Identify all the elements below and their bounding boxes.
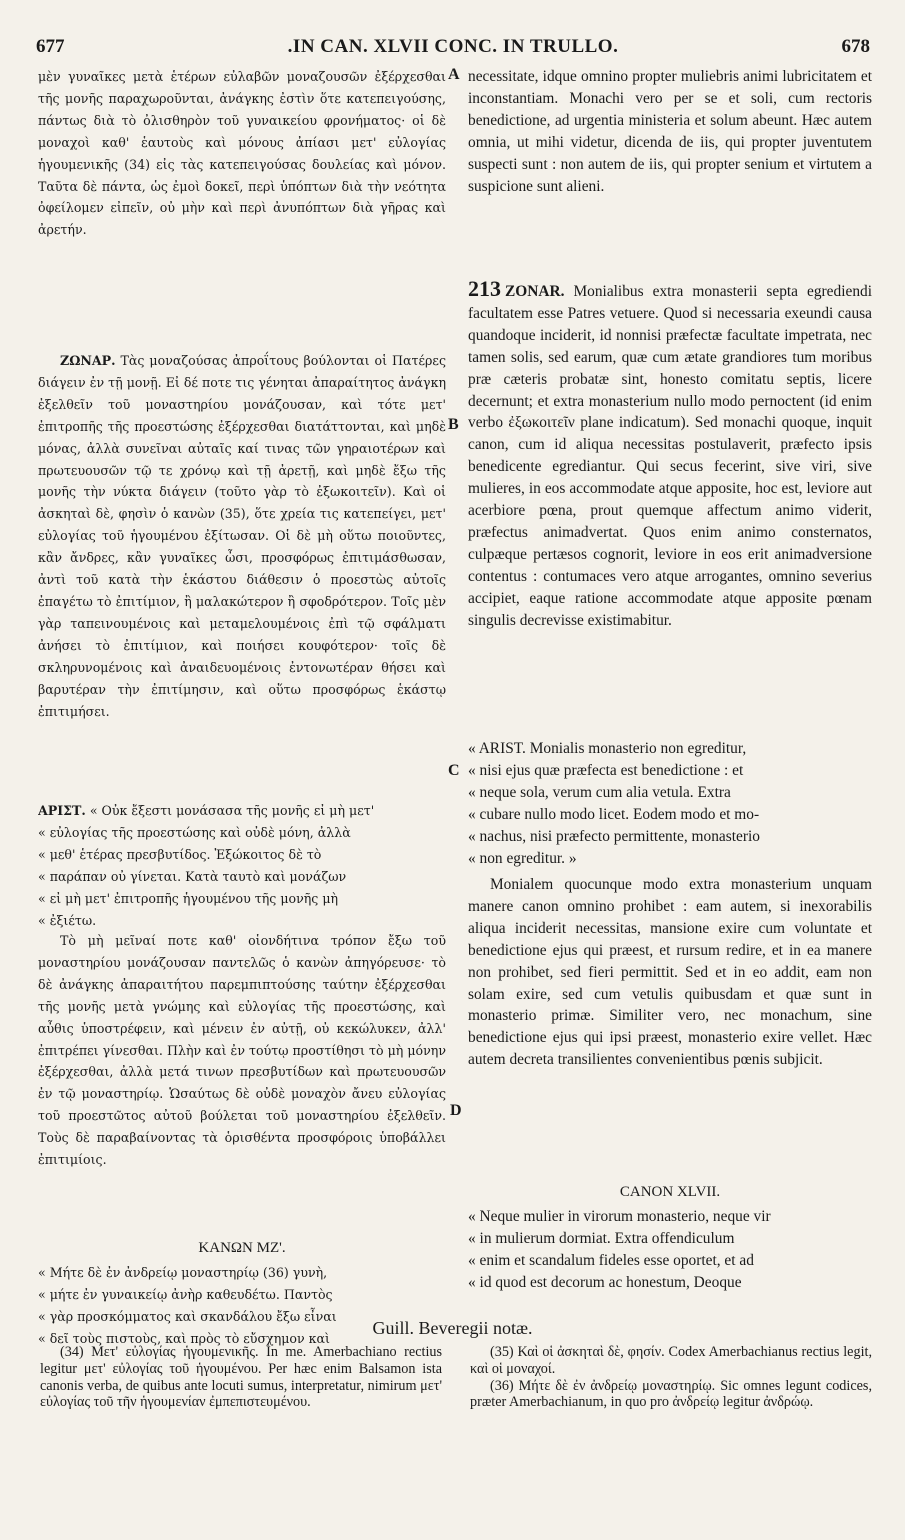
greek-aristenus-commentary bbox=[38, 800, 446, 930]
greek-arist-line-3: « μεθ' ἑτέρας πρεσβυτίδος. Ἐξώκοιτος δὲ τὸ bbox=[38, 846, 322, 862]
latin-arist-line-3: « neque sola, verum cum alia vetula. Extra bbox=[468, 783, 731, 801]
greek-paragraph-1: μὲν γυναῖκες μετὰ ἑτέρων εὐλαβῶν μοναζουσῶν ἐξέρχεσθαι τῆς μονῆς παραχωροῦνται, ἀνάγκης ἐστὶν ὅτε κατεπειγούσης, πάντως διὰ τὸ ὀλισθηρὸν τοῦ γυναικείου φρονήματος· οἱ δὲ μοναχοὶ καθ' ἑαυτοὺς καὶ μόνους ἀπίασι μετ' εὐλογίας ἡγουμενικῆς (34) εἰς τὰς κατεπειγούσας δουλείας καὶ μόνον. Ταῦτα δὲ πάντα, ὡς ἐμοὶ δοκεῖ, περὶ ὑπόπτων διὰ τὴν νεότητα ὀφείλομεν εἰπεῖν, οὐ μὴν καὶ περὶ ἀνυπόπτων διὰ γῆρας καὶ ἀρετήν. bbox=[38, 69, 446, 238]
greek-arist-line-5: « εἰ μὴ μετ' ἐπιτροπῆς ἡγουμένου τῆς μονῆς μὴ bbox=[38, 890, 339, 906]
latin-canon-title: CANON XLVII. bbox=[619, 1184, 721, 1200]
latin-arist-line-6: « non egreditur. » bbox=[468, 849, 577, 867]
latin-aristenus-commentary bbox=[468, 738, 872, 874]
greek-column bbox=[38, 66, 446, 1352]
greek-arist-line-1: « Οὐκ ἔξεστι μονάσασα τῆς μονῆς εἰ μὴ μετ' bbox=[89, 803, 375, 818]
latin-arist-line-1: « ARIST. Monialis monasterio non egreditur, bbox=[468, 740, 747, 757]
latin-canon-line-3: « enim et scandalum fideles esse oportet, et ad bbox=[468, 1251, 754, 1269]
margin-marker-d: D bbox=[450, 1102, 462, 1119]
latin-paragraph-1: necessitate, idque omnino propter muliebris animi lubricitatem et inconstantiam. Monachi vero per se et soli, cum rectoris benedictione, ad urgentia ministeria et solum abeunt. Hæc autem omnia, ut mihi videtur, dicenda de iis, qui propter juventutem suspecti sunt : non autem de iis, qui propter senium et virtutem a suspicione sunt alieni. bbox=[468, 68, 872, 195]
column-number: 213 bbox=[468, 278, 501, 301]
greek-canon-title: ΚΑΝΩΝ ΜΖ'. bbox=[198, 1240, 286, 1256]
latin-canon-line-2: « in mulierum dormiat. Extra offendiculum bbox=[468, 1229, 735, 1247]
latin-zonaras-commentary bbox=[468, 278, 872, 738]
running-header bbox=[36, 36, 870, 58]
greek-paragraph-3: Τὸ μὴ μεῖναί ποτε καθ' οἱονδήτινα τρόπον ἔξω τοῦ μοναστηρίου μονάζουσαν παντελῶς ὁ κανὼν ἀπηγόρευσε· τὸ δὲ ἀνάγκης ἀπαραιτήτου παρεμπιπτούσης ταύτην ἐξέρχεσθαι τῆς μονῆς μετὰ γνώμης καὶ εὐλογίας τῆς προεστώσης, καὶ αὖθις ὑποστρέφειν, καὶ μένειν ἐν αὐτῇ, οὐ κεκώλυκεν, ἀλλ' ἐπιτρέπει γίνεσθαι. Πλὴν καὶ ἐν τούτῳ προστίθησι τὸ μὴ μόνην ἐξέρχεσθαι, ἀλλὰ μετά τινων πρεσβυτίδων καὶ πρωτευουσῶν ἐν τῷ μοναστηρίῳ. Ὡσαύτως δὲ οὐδὲ μοναχὸν ἄνευ εὐλογίας τοῦ προεστῶτος αὐτοῦ βούλεται τοῦ μοναστηρίου ἐξελθεῖν. Τοὺς δὲ παραβαίνοντας τὰ ὁρισθέντα προσφόροις ὑποβάλλει ἐπιτιμίοις. bbox=[38, 933, 446, 1168]
latin-canon-line-1: « Neque mulier in virorum monasterio, neque vir bbox=[468, 1208, 771, 1225]
zonaras-label: ΖΩΝΑΡ. bbox=[60, 353, 116, 368]
latin-canon-line-4: « id quod est decorum ac honestum, Deoque bbox=[468, 1273, 742, 1291]
margin-marker-c: C bbox=[448, 762, 460, 779]
greek-canon-line-2: « μήτε ἐν γυναικείῳ ἀνὴρ καθευδέτω. Παντὸς bbox=[38, 1286, 333, 1302]
page-number-left: 677 bbox=[36, 36, 65, 57]
greek-zonaras-commentary bbox=[38, 350, 446, 800]
latin-arist-line-5: « nachus, nisi præfecto permittente, monasterio bbox=[468, 827, 760, 845]
greek-arist-line-4: « παράπαν οὐ γίνεται. Κατὰ ταυτὸ καὶ μονάζων bbox=[38, 868, 347, 884]
note-34: (34) Μετ' εὐλογίας ἡγουμενικῆς. In me. Amerbachiano rectius legitur μετ' εὐλογίας τοῦ ἡγουμένου. Per hæc enim Balsamon ista canonis verba, de quibus ante locuti sumus, interpretatur, nimirum μετ' εὐλογίας τοῦ τῆν ἡγουμενίαν ἐμπεπιστευμένου. bbox=[40, 1344, 442, 1411]
aristenus-label-line bbox=[38, 800, 446, 822]
greek-canon-line-1: « Μήτε δὲ ἐν ἀνδρείῳ μοναστηρίῳ (36) γυνὴ, bbox=[38, 1265, 328, 1280]
greek-arist-line-6: « ἐξιέτω. bbox=[38, 912, 97, 928]
running-title: .IN CAN. XLVII CONC. IN TRULLO. bbox=[287, 36, 619, 57]
greek-arist-line-2: « εὐλογίας τῆς προεστώσης καὶ οὐδὲ μόνη, ἀλλὰ bbox=[38, 824, 351, 840]
aristenus-label: ΑΡΙΣΤ. bbox=[38, 803, 86, 818]
note-35: (35) Καὶ οἱ ἀσκηταὶ δὲ, φησίν. Codex Amerbachianus rectius legit, καὶ οἱ μοναχοί. bbox=[470, 1344, 872, 1377]
page-number-right: 678 bbox=[841, 36, 870, 57]
latin-arist-line-4: « cubare nullo modo licet. Eodem modo et mo- bbox=[468, 805, 760, 823]
greek-canon-line-4: « δεῖ τοὺς πιστοὺς, καὶ πρὸς τὸ εὔσχημον καὶ bbox=[38, 1330, 330, 1346]
notes-right-column bbox=[470, 1344, 872, 1411]
greek-zonaras-text: Τὰς μοναζούσας ἀπροΐτους βούλονται οἱ Πατέρες διάγειν ἐν τῇ μονῇ. Εἰ δέ ποτε τις γένηται ἀπαραίτητος ἀνάγκη ἐξελθεῖν τοῦ μοναστηρίου μονάζουσαν, καὶ τότε μετ' ἐπιτροπῆς τῆς προεστώσης ἐξέρχεσθαι διατάττονται, καὶ μηδὲ μόνας, ἀλλὰ συνεῖναι αὐταῖς καί τινας τῶν γηραιοτέρων καὶ πρωτευουσῶν τῷ τε χρόνῳ καὶ τῇ ἀρετῇ, καὶ μηδὲ ἔξω τῆς μονῆς τὴν νύκτα διάγειν (τοῦτο γὰρ τὸ ἐξωκοιτεῖν). Καὶ οἱ ἀσκηταὶ δὲ, φησὶν ὁ κανὼν (35), ὅτε χρεία τις κατεπείγει, μετ' εὐλογίας τοῦ ἡγουμένου ἐξίτωσαν. Οἱ δὲ μὴ οὕτω ποιοῦντες, κἂν ἄνδρες, κἂν γυναῖκες ὦσι, προσφόρως ἐπιτιμάσθωσαν, ἀντὶ τοῦ κατὰ τὴν ἑκάστου διάθεσιν ὁ προεστὼς αὐτοῖς ἐπαγέτω τὸ ἐπιτίμιον, ἢ μαλακώτερον ἢ σφοδρότερον. Τοῖς μὲν γὰρ ταπεινουμένοις καὶ μεταμελουμένοις ἐπὶ τῷ σφάλματι ἀνήσει τὸ ἐπιτίμιον, καὶ ποιήσει κουφότερον· τοῖς δὲ σκληρυνομένοις καὶ ἀναιδευομένοις ἐντονωτέραν θήσει καὶ βαρυτέραν τὴν ἐπιτίμησιν, καὶ οὕτω προσφόρως ἑκάστῳ ἐπιτιμήσει. bbox=[38, 353, 446, 719]
notes-left-column bbox=[40, 1344, 442, 1411]
latin-zonaras-text: Monialibus extra monasterii septa egrediendi facultatem esse Patres vetuere. Quod si necessaria exeundi causa quandoque inciderit, id nonnisi præfectæ facultate impetrata, nec tamen solis, sed earum, quæ cum ætate grandiores tum moribus præ cæteris probatæ sint, honesto comitatu septis, licere decernunt; et extra monasterium nullo modo pernoctent (id enim verbo ἐξωκοιτεῖν plane indicatum). Sed monachi quoque, inquit canon, cum id aliqua necessitas postulaverit, præfecto ipsis benedicente egrediantur. Qui secus fecerint, sive viri, sive mulieres, in eos accommodate atque apposite, hoc est, leviore aut acerbiore pœna, prout quemque affectum animo viderit, præfectus animadvertat. Quos enim animo consternatos, culpæque pertæsos cognorit, leviore in eos erit animadversione contentus : contumaces vero atque arrogantes, omnino severius accipiet, eaque ratione accommodate atque apposite pœnam singulis decrevisse existimabitur. bbox=[468, 283, 872, 629]
latin-column bbox=[468, 66, 872, 1296]
latin-arist-line-2: « nisi ejus quæ præfecta est benedictione : et bbox=[468, 761, 744, 779]
latin-paragraph-3: Monialem quocunque modo extra monasterium unquam manere canon omnino prohibet : eam autem, si inexorabilis aliqua inciderit necessitas, mansione exire cum voluntate et benedictione ejus qui præest, et rursum redire, et in ea manere non prohibet, sed fieri permittit. Sed et in eo addit, eam non solam exire, sed cum vetulis quibusdam et quæ sunt in monasterio primæ. Similiter vero, nec monachum, sine benedictione ejus qui ipsi præest, monasterio exire vellet. Hæc autem decreta transilientes convenientibus pœnis subjicit. bbox=[468, 876, 872, 1069]
latin-canon-text bbox=[468, 1206, 872, 1296]
margin-marker-a: A bbox=[448, 66, 460, 83]
notes-heading: Guill. Beveregii notæ. bbox=[372, 1318, 533, 1338]
zonar-label: ZONAR. bbox=[505, 283, 565, 300]
note-36: (36) Μήτε δὲ ἐν ἀνδρείῳ μοναστηρίῳ. Sic omnes legunt codices, præter Amerbachianum, in quo pro ἀνδρείῳ legitur ἀνδρώῳ. bbox=[470, 1377, 872, 1411]
greek-canon-line-3: « γὰρ προσκόμματος καὶ σκανδάλου ἔξω εἶναι bbox=[38, 1308, 337, 1324]
margin-marker-b: B bbox=[448, 416, 459, 433]
